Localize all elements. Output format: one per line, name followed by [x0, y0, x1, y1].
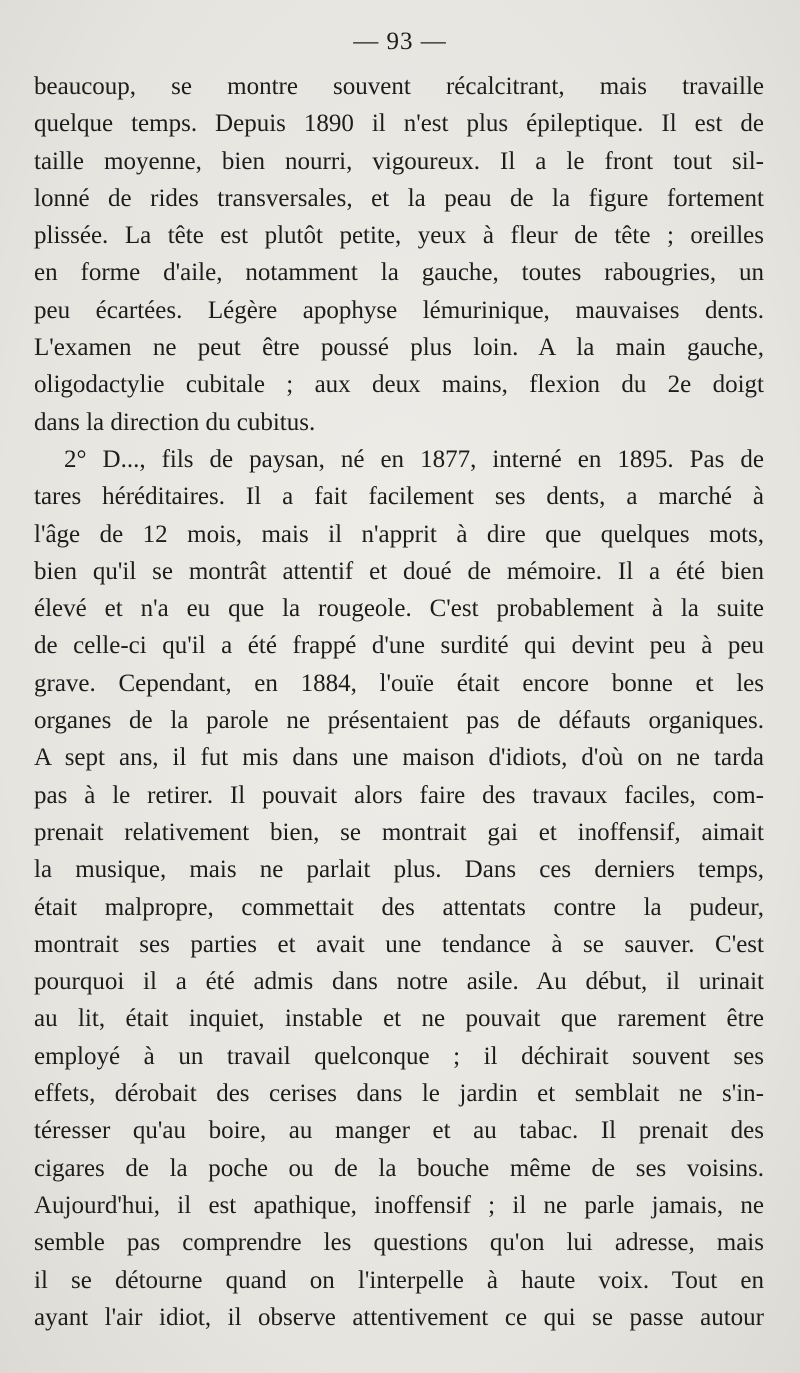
text-line: L'examen ne peut être poussé plus loin. A la main gauche,: [34, 334, 764, 362]
text-line: dans la direction du cubitus.: [34, 408, 316, 436]
text-line: A sept ans, il fut mis dans une maison d'idiots, d'où on ne tarda: [34, 744, 764, 772]
text-line: peu écartées. Légère apophyse lémurinique, mauvaises dents.: [34, 296, 764, 324]
text-line: élevé et n'a eu que la rougeole. C'est probablement à la suite: [34, 595, 764, 623]
text-line: beaucoup, se montre souvent récalcitrant, mais travaille: [34, 73, 764, 100]
text-line: en forme d'aile, notamment la gauche, toutes rabougries, un: [34, 259, 764, 287]
text-line: l'âge de 12 mois, mais il n'apprit à dire que quelques mots,: [34, 520, 764, 548]
paragraph-start-line: 2° D..., fils de paysan, né en 1877, interné en 1895. Pas de: [64, 445, 764, 473]
text-line: effets, dérobait des cerises dans le jardin et semblait ne s'in-: [34, 1080, 764, 1108]
text-line: prenait relativement bien, se montrait gai et inoffensif, aimait: [34, 818, 764, 846]
text-line: de celle-ci qu'il a été frappé d'une surdité qui devint peu à peu: [34, 632, 764, 660]
text-line: bien qu'il se montrât attentif et doué de mémoire. Il a été bien: [34, 557, 764, 585]
text-line: lonné de rides transversales, et la peau de la figure fortement: [34, 184, 764, 212]
text-line: oligodactylie cubitale ; aux deux mains, flexion du 2e doigt: [34, 371, 764, 399]
text-line: tares héréditaires. Il a fait facilement ses dents, a marché à: [34, 483, 764, 511]
text-line: était malpropre, commettait des attentats contre la pudeur,: [34, 893, 764, 921]
text-line: cigares de la poche ou de la bouche même de ses voisins.: [34, 1154, 764, 1182]
text-line: organes de la parole ne présentaient pas de défauts organiques.: [34, 707, 764, 735]
page-number: — 93 —: [353, 28, 447, 55]
text-line: grave. Cependant, en 1884, l'ouïe était encore bonne et les: [34, 669, 764, 697]
text-line: Aujourd'hui, il est apathique, inoffensif ; il ne parle jamais, ne: [34, 1191, 764, 1219]
text-line: semble pas comprendre les questions qu'on lui adresse, mais: [34, 1229, 764, 1257]
text-line: employé à un travail quelconque ; il déchirait souvent ses: [34, 1042, 764, 1070]
text-line: au lit, était inquiet, instable et ne pouvait que rarement être: [34, 1005, 764, 1033]
text-line: ayant l'air idiot, il observe attentivement ce qui se passe autour: [34, 1303, 764, 1331]
text-line: quelque temps. Depuis 1890 il n'est plus épileptique. Il est de: [34, 110, 764, 138]
text-line: pourquoi il a été admis dans notre asile. Au début, il urinait: [34, 968, 764, 996]
body-text: [34, 68, 764, 1336]
text-line: pas à le retirer. Il pouvait alors faire des travaux faciles, com-: [34, 781, 764, 809]
text-line: plissée. La tête est plutôt petite, yeux à fleur de tête ; oreilles: [34, 222, 764, 250]
text-line: taille moyenne, bien nourri, vigoureux. Il a le front tout sil-: [34, 147, 764, 175]
text-line: il se détourne quand on l'interpelle à haute voix. Tout en: [34, 1266, 764, 1294]
text-line: téresser qu'au boire, au manger et au tabac. Il prenait des: [34, 1117, 764, 1145]
text-line: la musique, mais ne parlait plus. Dans ces derniers temps,: [34, 856, 764, 884]
text-line: montrait ses parties et avait une tendance à se sauver. C'est: [34, 930, 764, 958]
